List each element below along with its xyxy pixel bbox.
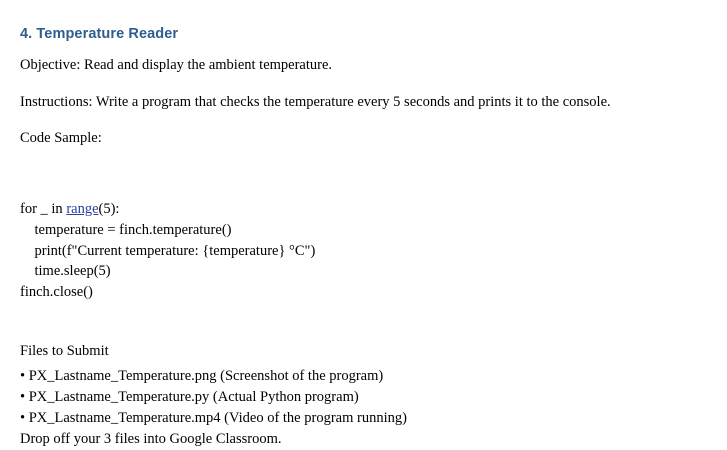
files-to-submit-block bbox=[20, 341, 707, 449]
code-sample-block bbox=[20, 199, 707, 303]
list-item: • PX_Lastname_Temperature.mp4 (Video of the program running) bbox=[20, 409, 407, 426]
code-line-1 bbox=[20, 199, 707, 220]
code-line-3: print(f"Current temperature: {temperature} °C") bbox=[20, 242, 316, 259]
objective-paragraph: Objective: Read and display the ambient temperature. bbox=[20, 57, 333, 74]
code-line-1-prefix: for _ in bbox=[20, 200, 67, 217]
range-link[interactable]: range bbox=[66, 200, 99, 217]
code-line-5: finch.close() bbox=[20, 284, 93, 301]
list-item: • PX_Lastname_Temperature.py (Actual Python program) bbox=[20, 388, 359, 405]
code-line-2: temperature = finch.temperature() bbox=[20, 221, 232, 238]
dropoff-note: Drop off your 3 files into Google Classroom. bbox=[20, 430, 282, 447]
instructions-paragraph: Instructions: Write a program that checks the temperature every 5 seconds and prints it to the console. bbox=[20, 93, 611, 110]
code-line-4: time.sleep(5) bbox=[20, 263, 111, 280]
section-heading: 4. Temperature Reader bbox=[20, 26, 179, 42]
code-spacer bbox=[20, 165, 707, 199]
code-sample-label: Code Sample: bbox=[20, 129, 102, 146]
code-line-1-suffix: (5): bbox=[98, 200, 120, 217]
files-heading: Files to Submit bbox=[20, 343, 109, 360]
list-item: • PX_Lastname_Temperature.png (Screenshot of the program) bbox=[20, 368, 384, 385]
